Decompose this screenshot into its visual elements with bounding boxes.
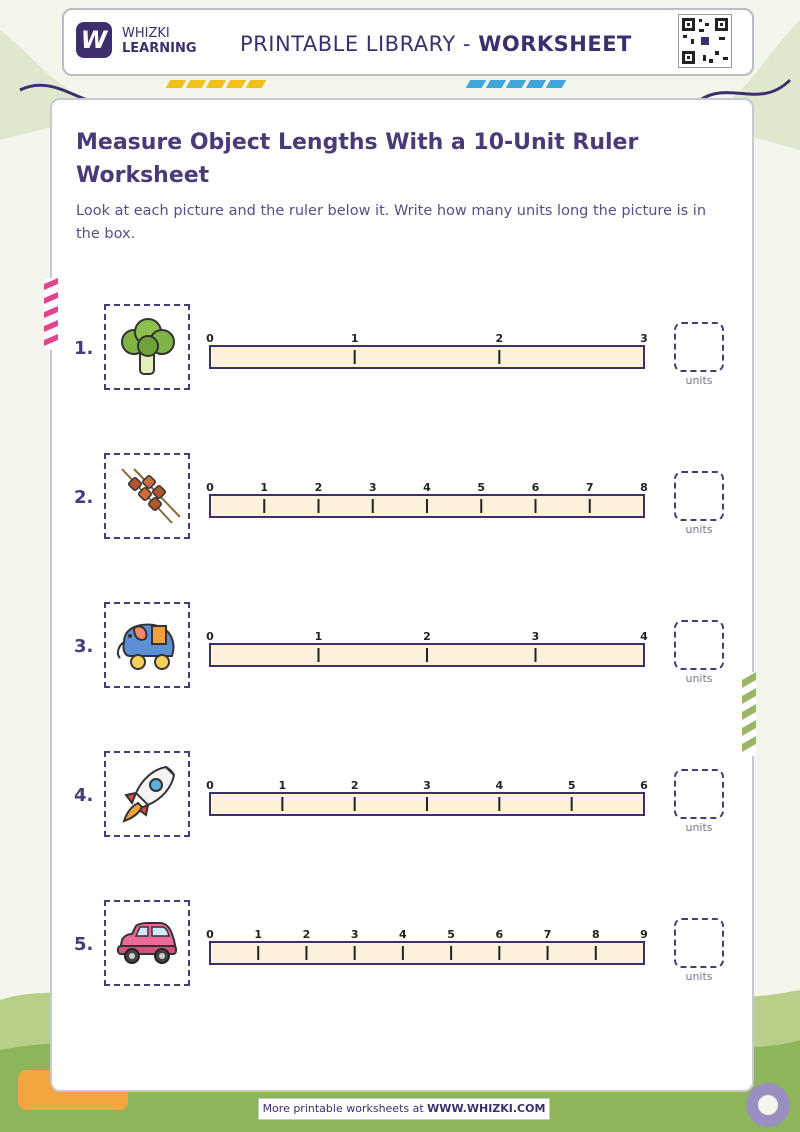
picture-box [104, 453, 190, 539]
ruler-tick-label: 2 [495, 332, 504, 345]
answer-box[interactable] [674, 471, 724, 521]
ruler-tick-label: 2 [314, 481, 323, 494]
ruler-tick-label: 7 [543, 928, 552, 941]
brand-line-1: WHIZKI [122, 26, 170, 41]
ruler-tick-label: 0 [206, 779, 214, 792]
ruler-tick-label: 0 [206, 630, 214, 643]
picture-box [104, 304, 190, 390]
ruler-tick-label: 2 [302, 928, 311, 941]
ruler-tick-label: 5 [477, 481, 486, 494]
ruler [200, 324, 660, 374]
ruler-tick-label: 1 [260, 481, 269, 494]
question-row-5 [0, 900, 800, 990]
ruler-tick-label: 3 [531, 630, 540, 643]
ruler [200, 622, 660, 672]
question-row-1 [0, 304, 800, 394]
ruler-tick-label: 1 [278, 779, 287, 792]
header-title [240, 32, 632, 56]
ruler-tick-label: 5 [447, 928, 455, 941]
ruler-tick-label: 3 [640, 332, 648, 345]
units-label: units [685, 970, 713, 983]
decor-stripes-yellow [168, 80, 264, 90]
ruler-tick-label: 0 [206, 928, 214, 941]
question-row-2 [0, 453, 800, 543]
footer-url[interactable]: WWW.WHIZKI.COM [427, 1102, 546, 1115]
ruler-tick-label: 6 [640, 779, 648, 792]
kebab-skewer-icon [114, 463, 180, 529]
decor-stripes-blue [468, 80, 564, 90]
ruler-tick-label: 6 [531, 481, 540, 494]
brand-line-2: LEARNING [122, 41, 197, 56]
rocket-icon [114, 761, 180, 827]
question-row-3 [0, 602, 800, 692]
ruler-tick-label: 6 [495, 928, 504, 941]
ruler-tick-label: 1 [314, 630, 323, 643]
picture-box [104, 602, 190, 688]
picture-box [104, 900, 190, 986]
ruler-tick-label: 3 [368, 481, 377, 494]
ruler-tick-label: 4 [640, 630, 648, 643]
answer-box[interactable] [674, 620, 724, 670]
car-icon [114, 910, 180, 976]
units-label: units [685, 374, 713, 387]
ruler-tick-label: 7 [585, 481, 594, 494]
question-number: 1. [74, 338, 94, 359]
footer-link[interactable] [258, 1098, 550, 1120]
ruler-tick-label: 4 [423, 481, 431, 494]
ruler-tick-label: 3 [423, 779, 431, 792]
worksheet-title: Measure Object Lengths With a 10-Unit Ruler Worksheet [76, 130, 639, 188]
answer-box[interactable] [674, 769, 724, 819]
question-number: 3. [74, 636, 94, 657]
question-number: 2. [74, 487, 94, 508]
header-title-bold: WORKSHEET [478, 32, 632, 56]
footer-text: More printable worksheets at [262, 1102, 428, 1115]
ruler-tick-label: 0 [206, 332, 214, 345]
ruler-tick-label: 9 [640, 928, 648, 941]
ruler-bar [210, 346, 644, 368]
worksheet-instructions: Look at each picture and the ruler below it. Write how many units long the picture is in the box. [76, 203, 707, 242]
ruler-tick-label: 2 [350, 779, 359, 792]
picture-box [104, 751, 190, 837]
ruler-tick-label: 4 [495, 779, 504, 792]
ruler-tick-label: 0 [206, 481, 214, 494]
whizki-logo: W [76, 22, 112, 58]
ruler-tick-label: 5 [567, 779, 576, 792]
units-label: units [685, 672, 713, 685]
ruler-tick-label: 3 [350, 928, 359, 941]
ruler [200, 920, 660, 970]
ruler-tick-label: 1 [350, 332, 359, 345]
question-row-4 [0, 751, 800, 841]
ruler-bar [210, 942, 644, 964]
ruler-tick-label: 1 [254, 928, 263, 941]
ruler [200, 771, 660, 821]
answer-box[interactable] [674, 322, 724, 372]
question-number: 5. [74, 934, 94, 955]
qr-code-icon [678, 14, 732, 68]
ruler-tick-label: 4 [399, 928, 407, 941]
header-title-plain: PRINTABLE LIBRARY - [240, 32, 479, 56]
ruler-tick-label: 8 [640, 481, 648, 494]
units-label: units [685, 523, 713, 536]
toy-elephant-icon [114, 612, 180, 678]
brand-name [122, 26, 197, 56]
answer-box[interactable] [674, 918, 724, 968]
header-bar [62, 8, 754, 76]
ruler-tick-label: 2 [423, 630, 431, 643]
broccoli-icon [114, 314, 180, 380]
units-label: units [685, 821, 713, 834]
question-number: 4. [74, 785, 94, 806]
ruler-tick-label: 8 [591, 928, 600, 941]
ruler [200, 473, 660, 523]
